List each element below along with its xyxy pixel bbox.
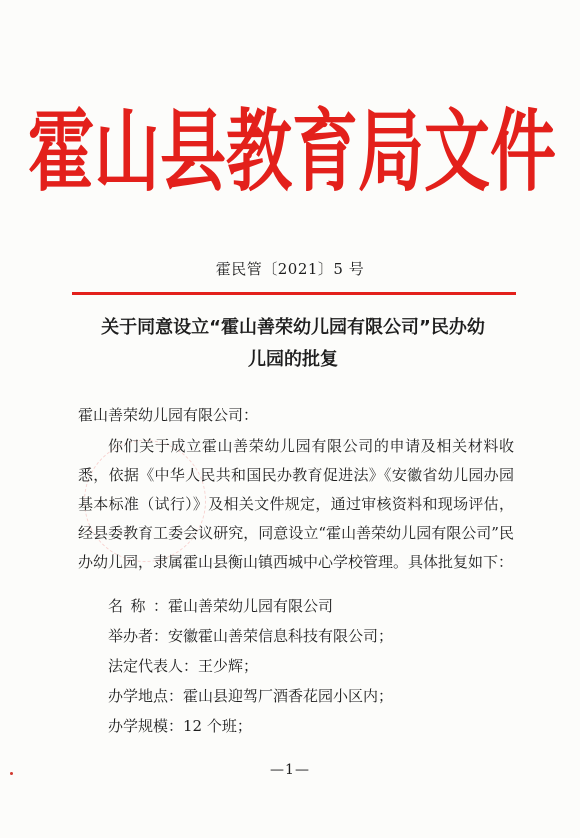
item-label-legal-rep: 法定代表人： <box>108 657 199 675</box>
list-item <box>108 651 528 681</box>
item-value-sponsor: 安徽霍山善荣信息科技有限公司； <box>168 627 394 645</box>
subject-line-1: 关于同意设立“霍山善荣幼儿园有限公司”民办幼 <box>101 317 485 338</box>
body-paragraph: 你们关于成立霍山善荣幼儿园有限公司的申请及相关材料收悉，依据《中华人民共和国民办教育促进法》《安徽省幼儿园办园基本标准（试行）》及相关文件规定，通过审核资料和现场评估，经县委教育工委会议研究，同意设立“霍山善荣幼儿园有限公司”民办幼儿园，隶属霍山县衡山镇西城中心学校管理。具体批复如下： <box>78 437 514 571</box>
item-label-name: 名称： <box>108 597 168 615</box>
scan-speck <box>10 772 13 775</box>
document-subject <box>58 312 528 376</box>
item-value-location: 霍山县迎驾厂酒香花园小区内； <box>183 687 394 705</box>
addressee: 霍山善荣幼儿园有限公司： <box>78 406 259 424</box>
page-number: —1— <box>270 762 310 778</box>
item-label-scale: 办学规模： <box>108 717 184 735</box>
list-item <box>108 711 528 741</box>
item-value-legal-rep: 王少辉； <box>198 657 259 675</box>
approval-items-list <box>108 591 528 741</box>
subject-line-2: 儿园的批复 <box>248 349 338 370</box>
item-label-sponsor: 举办者： <box>108 627 169 645</box>
list-item <box>108 681 528 711</box>
document-number: 霍民管〔2021〕5 号 <box>215 260 365 278</box>
red-divider-line <box>72 292 516 295</box>
list-item <box>108 591 528 621</box>
item-value-scale: 12 个班； <box>183 717 252 735</box>
item-value-name: 霍山善荣幼儿园有限公司 <box>168 597 334 615</box>
item-label-location: 办学地点： <box>108 687 184 705</box>
document-header-title: 霍山县教育局文件 <box>28 100 556 205</box>
list-item <box>108 621 528 651</box>
